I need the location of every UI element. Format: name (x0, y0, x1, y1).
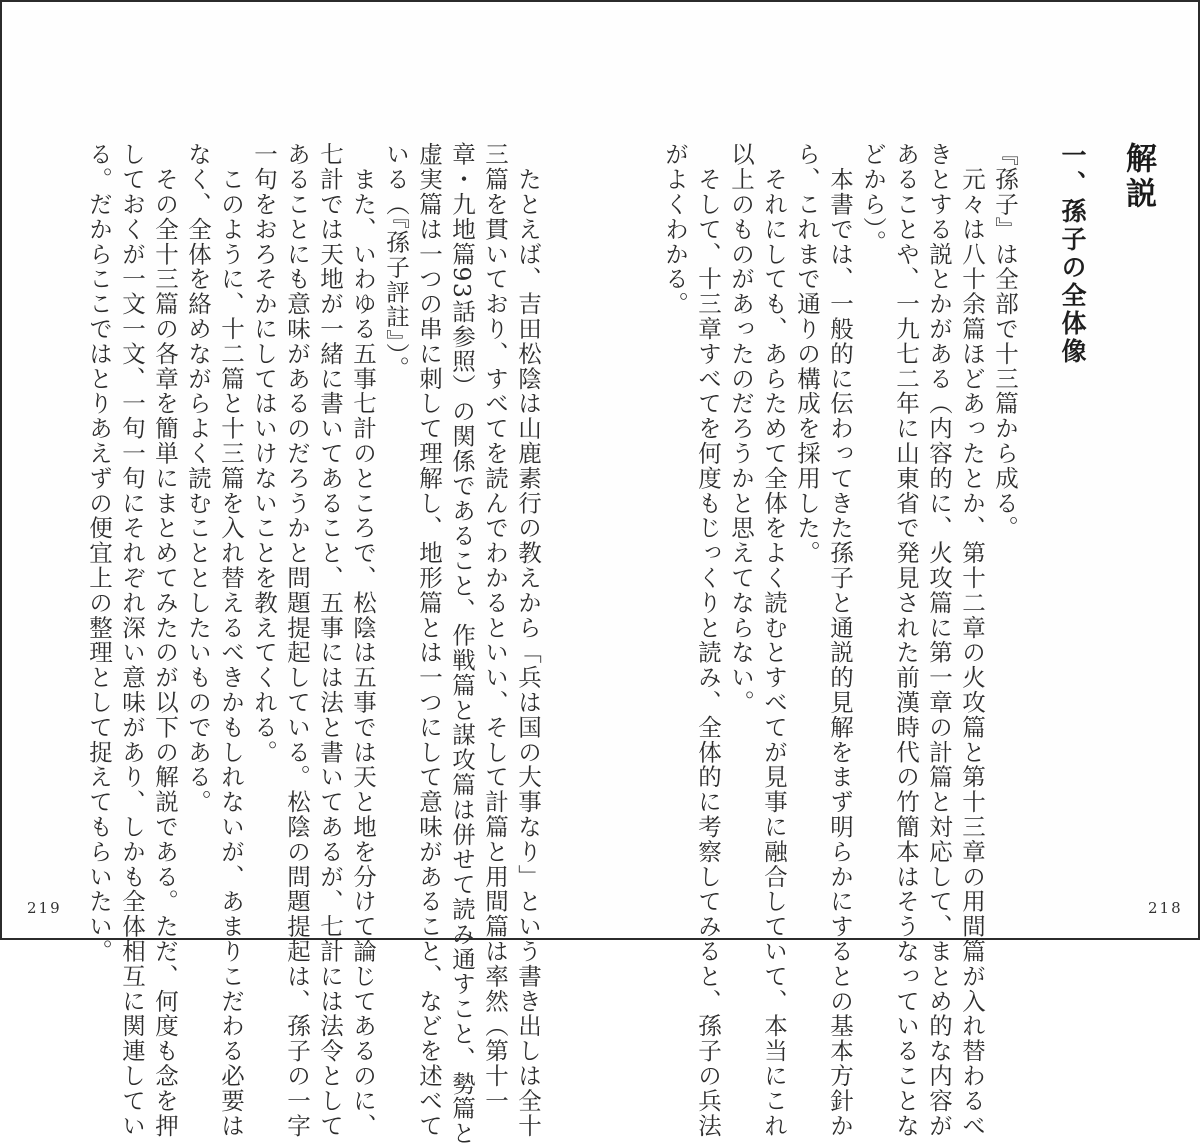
right-page (602, 2, 1200, 1138)
chapter-heading: 一、孫子の全体像 (1058, 142, 1087, 366)
text-column: ら、これまで通りの構成を採用した。 (793, 142, 821, 566)
text-column: 一句をおろそかにしてはいけないことを教えてくれる。 (250, 142, 278, 765)
text-column: がよくわかる。 (661, 142, 689, 317)
page-number-right: 218 (1148, 899, 1183, 917)
text-column: あることにも意味があるのだろうかと問題提起している。松陰の問題提起は、孫子の一字 (283, 142, 311, 1138)
text-column: 元々は八十余篇ほどあったとか、第十二章の火攻篇と第十三章の用間篇が入れ替わるべ (958, 142, 986, 1138)
left-page (2, 2, 602, 1146)
text-column: あることや、一九七二年に山東省で発見された前漢時代の竹簡本はそうなっていることな (892, 142, 920, 1138)
text-column: また、いわゆる五事七計のところで、松陰は五事では天と地を分けて論じてあるのに、 (349, 142, 377, 1138)
text-column: このように、十二篇と十三篇を入れ替えるべきかもしれないが、あまりこだわる必要は (217, 142, 245, 1138)
text-column: 本書では、一般的に伝わってきた孫子と通説的見解をまず明らかにするとの基本方針か (826, 142, 854, 1138)
text-column: どから）。 (859, 142, 887, 255)
page-number-left: 219 (27, 899, 62, 917)
text-column: なく、全体を絡めながらよく読むこととしたいものである。 (184, 142, 212, 815)
section-title: 解説 (1120, 142, 1156, 212)
text-column: 三篇を貫いており、すべてを読んでわかるといい、そして計篇と用間篇は率然（第十一 (481, 142, 509, 1114)
text-column: 章・九地篇93話参照）の関係であること、作戦篇と謀攻篇は併せて読み通すこと、勢篇と (448, 142, 476, 1146)
text-column: 以上のものがあったのだろうかと思えてならない。 (727, 142, 755, 715)
text-column: いる（『孫子評註』）。 (382, 142, 410, 381)
text-column: る。だからここではとりあえずの便宜上の整理として捉えてもらいたい。 (85, 142, 113, 964)
text-column: 虚実篇は一つの串に刺して理解し、地形篇とは一つにして意味があること、などを述べて (415, 142, 443, 1138)
text-column: それにしても、あらためて全体をよく読むとすべてが見事に融合していて、本当にこれ (760, 142, 788, 1138)
text-column: そして、十三章すべてを何度もじっくりと読み、全体的に考察してみると、孫子の兵法 (694, 142, 722, 1138)
text-column: 『孫子』は全部で十三篇から成る。 (991, 142, 1019, 541)
text-column: その全十三篇の各章を簡単にまとめてみたのが以下の解説である。ただ、何度も念を押 (151, 142, 179, 1138)
text-column: たとえば、吉田松陰は山鹿素行の教えから「兵は国の大事なり」という書き出しは全十 (514, 142, 542, 1138)
text-column: きとする説とかがある（内容的に、火攻篇に第一章の計篇と対応して、まとめ的な内容が (925, 142, 953, 1138)
text-column: しておくが一文一文、一句一句にそれぞれ深い意味があり、しかも全体相互に関連してい (118, 142, 146, 1138)
text-column: 七計では天地が一緒に書いてあること、五事には法と書いてあるが、七計には法令として (316, 142, 344, 1138)
